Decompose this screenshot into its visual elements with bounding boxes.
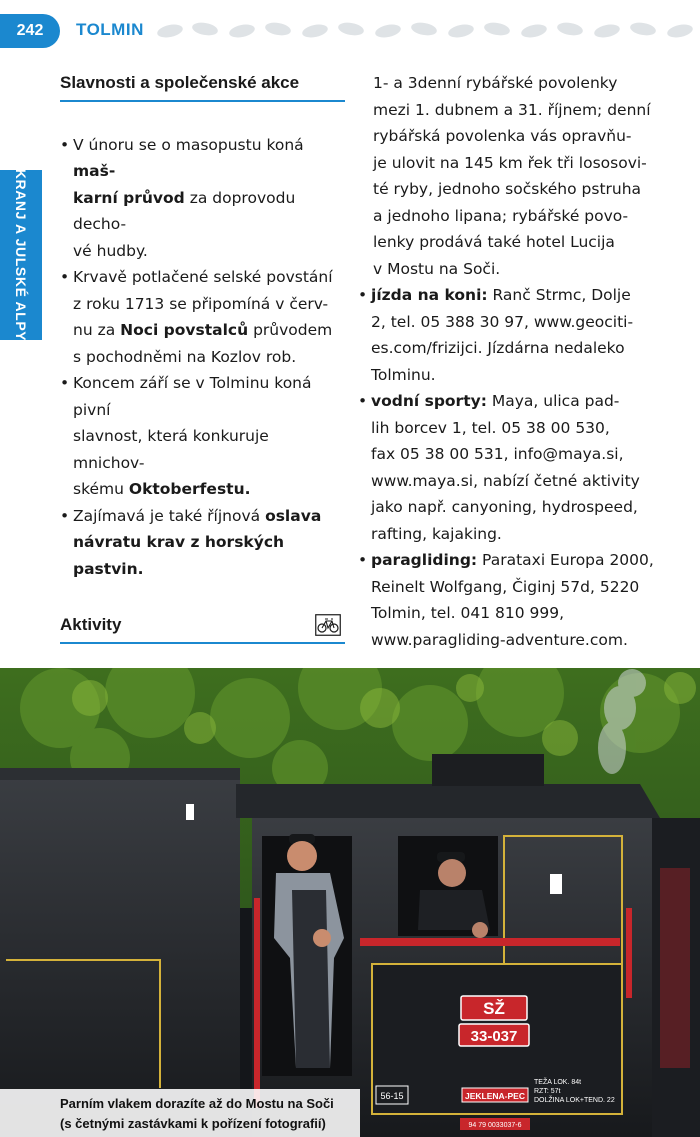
text: Krvavě potlačené selské povstání: [73, 268, 333, 286]
bold-text: jízda na koni:: [371, 286, 488, 304]
steam-train-photo: [0, 668, 700, 1137]
text: fax 05 38 00 531, info@maya.si,: [371, 445, 624, 463]
list-item: [60, 503, 345, 583]
bold-text: karní průvod: [73, 188, 185, 207]
right-column: [358, 70, 658, 653]
bold-text: paragliding:: [371, 551, 478, 569]
text: lenky prodává také hotel Lucija: [373, 233, 615, 251]
text: jako např. canyoning, hydrospeed,: [371, 498, 638, 516]
bold-text: návratu krav z horských pastvin.: [73, 533, 285, 578]
caption-line: Parním vlakem dorazíte až do Mostu na Soči: [60, 1096, 334, 1111]
text: V únoru se o masopustu koná: [73, 135, 304, 154]
text: rafting, kajaking.: [371, 524, 502, 543]
fishing-continued: [358, 70, 658, 282]
text: slavnost, která konkuruje mnichov-: [73, 427, 269, 472]
chapter-title: TOLMIN: [76, 20, 144, 39]
list-item: [358, 388, 658, 547]
text: a jednoho lipana; rybářské povo-: [373, 206, 629, 225]
list-item: [358, 547, 658, 653]
text: z roku 1713 se připomíná v červ-: [73, 294, 329, 313]
text: Reinelt Wolfgang, Čiginj 57d, 5220: [371, 577, 640, 596]
text: Parataxi Europa 2000,: [477, 551, 654, 569]
text: skému: [73, 480, 129, 498]
side-tab-label: KRANJ A JULSKÉ ALPY: [13, 168, 29, 342]
loco-plate-number: 33-037: [470, 1028, 518, 1045]
activities-heading-text: Aktivity: [60, 615, 122, 634]
plate-tender-2: RZT: 57t: [534, 1088, 561, 1095]
page-number: 242: [0, 14, 60, 48]
plate-number-bottom: 94 79 0033037-6: [468, 1122, 522, 1129]
plate-tender-3: DOLŽINA LOK+TEND. 22: [534, 1097, 615, 1104]
text: za doprovodu decho-: [73, 188, 296, 233]
list-item: [60, 132, 345, 265]
text: mezi 1. dubnem a 31. říjnem; denní: [373, 100, 651, 119]
photo-illustration: [0, 668, 700, 1137]
text: www.maya.si, nabízí četné aktivity: [371, 471, 640, 490]
loco-plate-top: SŽ: [483, 999, 505, 1018]
text: es.com/frizijci. Jízdárna nedaleko: [371, 339, 625, 357]
text: Koncem září se v Tolminu koná pivní: [73, 374, 312, 419]
text: té ryby, jednoho sočského pstruha: [373, 180, 642, 198]
bold-text: Oktoberfestu.: [128, 480, 251, 498]
text: rybářská povolenka vás opravňu-: [373, 127, 632, 145]
text: Ranč Strmc, Dolje: [487, 286, 631, 304]
bold-text: maš-: [73, 162, 116, 180]
small-plate-left: 56-15: [380, 1091, 404, 1101]
photo-caption: [0, 1089, 360, 1137]
text: vé hudby.: [73, 241, 148, 260]
festivals-list: [60, 132, 345, 583]
text: Maya, ulica pad-: [486, 392, 620, 410]
activities-heading: [60, 612, 345, 644]
festivals-heading: Slavnosti a společenské akce: [60, 70, 345, 102]
plate-tender-1: TEŽA LOK. 84t: [534, 1079, 582, 1086]
list-item: [60, 264, 345, 370]
bold-text: oslava: [265, 506, 322, 525]
text: nu za: [73, 321, 121, 339]
list-item: [60, 370, 345, 503]
bold-text: vodní sporty:: [371, 392, 487, 410]
text: Zajímavá je také říjnová: [73, 506, 266, 525]
text: je ulovit na 145 km řek tři lososovi-: [373, 153, 647, 172]
text: průvodem: [248, 321, 333, 339]
text: Tolminu.: [371, 365, 436, 384]
caption-line: (s četnými zastávkami k pořízení fotografií): [60, 1116, 326, 1131]
text: 1- a 3denní rybářské povolenky: [373, 74, 618, 92]
text: v Mostu na Soči.: [373, 259, 501, 278]
text: Tolmin, tel. 041 810 999,: [371, 604, 565, 622]
text: s pochodněmi na Kozlov rob.: [73, 347, 297, 366]
bold-text: Noci povstalců: [120, 321, 249, 339]
bicycle-icon: [315, 614, 341, 636]
side-chapter-tab: [0, 170, 42, 340]
text: 2, tel. 05 388 30 97, www.geociti-: [371, 312, 634, 331]
plate-jeklena: JEKLENA-PEC: [465, 1091, 525, 1101]
list-item: [358, 282, 658, 388]
footprints-decoration: [150, 18, 700, 44]
activities-list-continued: [358, 282, 658, 653]
text: lih borcev 1, tel. 05 38 00 530,: [371, 418, 610, 437]
text: www.paragliding-adventure.com.: [371, 630, 628, 649]
